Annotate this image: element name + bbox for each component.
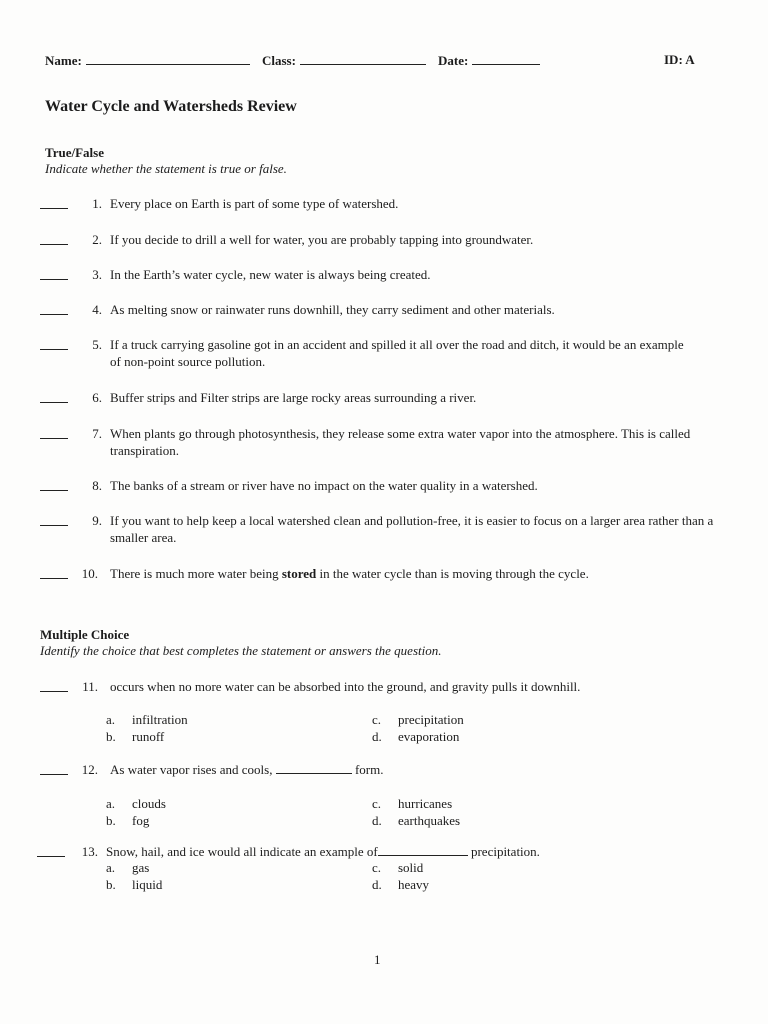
choice-letter: d. <box>372 729 382 744</box>
choice-text: gas <box>132 860 150 875</box>
answer-blank[interactable] <box>40 301 68 315</box>
choice-letter: a. <box>106 796 116 811</box>
question-number: 10. <box>81 566 98 581</box>
date-field <box>438 52 540 69</box>
test-id: ID: A <box>664 52 695 67</box>
choice-b[interactable] <box>106 813 149 829</box>
choice-c[interactable] <box>372 796 452 812</box>
answer-blank[interactable] <box>40 678 68 692</box>
choice-letter: c. <box>372 712 382 727</box>
choice-text: evaporation <box>398 729 460 744</box>
choice-d[interactable] <box>372 813 460 829</box>
question-number: 4. <box>92 302 102 317</box>
question-text: If a truck carrying gasoline got in an accident and spilled it all over the road and ditch, it would be an example of non-point source pollution. <box>110 337 684 369</box>
multiple-choice-heading: Multiple Choice <box>40 627 130 642</box>
answer-blank[interactable] <box>40 512 68 526</box>
choice-text: earthquakes <box>398 813 461 828</box>
question-text: Every place on Earth is part of some type of watershed. <box>110 196 399 211</box>
true-false-instructions: Indicate whether the statement is true or false. <box>45 161 287 176</box>
choice-c[interactable] <box>372 860 423 876</box>
page-title: Water Cycle and Watersheds Review <box>45 98 297 115</box>
question-number: 9. <box>92 513 102 528</box>
question-text: In the Earth’s water cycle, new water is always being created. <box>110 267 431 282</box>
choice-letter: b. <box>106 877 116 892</box>
choice-letter: b. <box>106 729 116 744</box>
choice-text: liquid <box>132 877 163 892</box>
question-text <box>110 761 730 778</box>
question-text: occurs when no more water can be absorbed into the ground, and gravity pulls it downhill. <box>110 679 581 694</box>
choice-a[interactable] <box>106 796 166 812</box>
class-field <box>262 52 426 69</box>
question-text-part: form. <box>354 762 384 777</box>
name-field <box>45 52 250 69</box>
choice-letter: a. <box>106 860 116 875</box>
question-number: 2. <box>92 232 102 247</box>
question-text: If you decide to drill a well for water, you are probably tapping into groundwater. <box>110 232 534 247</box>
question-text-part: There is much more water being <box>110 566 282 581</box>
question-text-part: precipitation. <box>470 844 540 859</box>
choice-text: solid <box>398 860 424 875</box>
choice-d[interactable] <box>372 877 429 893</box>
question-text <box>110 565 730 582</box>
answer-blank[interactable] <box>40 425 68 439</box>
name-label: Name: <box>45 53 82 68</box>
name-blank[interactable] <box>86 52 250 65</box>
question-text <box>106 843 726 860</box>
choice-text: heavy <box>398 877 430 892</box>
fill-in-blank[interactable] <box>378 843 468 856</box>
question-text: If you want to help keep a local watershed clean and pollution-free, it is easier to focus on a larger area rather than a smaller area. <box>110 513 714 545</box>
date-blank[interactable] <box>472 52 540 65</box>
question-text: As melting snow or rainwater runs downhill, they carry sediment and other materials. <box>110 302 555 317</box>
question-number: 7. <box>92 426 102 441</box>
date-label: Date: <box>438 53 469 68</box>
choice-letter: c. <box>372 796 382 811</box>
choice-d[interactable] <box>372 729 459 745</box>
choice-text: runoff <box>132 729 165 744</box>
true-false-heading: True/False <box>45 145 104 160</box>
question-text: The banks of a stream or river have no impact on the water quality in a watershed. <box>110 478 538 493</box>
question-number: 5. <box>92 337 102 352</box>
question-number: 3. <box>92 267 102 282</box>
class-blank[interactable] <box>300 52 426 65</box>
answer-blank[interactable] <box>40 231 68 245</box>
choice-a[interactable] <box>106 712 188 728</box>
question-number: 11. <box>82 679 98 694</box>
choice-text: precipitation <box>398 712 464 727</box>
question-text-part: Snow, hail, and ice would all indicate an example of <box>106 844 378 859</box>
choice-b[interactable] <box>106 729 164 745</box>
choice-b[interactable] <box>106 877 162 893</box>
choice-letter: d. <box>372 813 382 828</box>
answer-blank[interactable] <box>40 761 68 775</box>
question-text: Buffer strips and Filter strips are large rocky areas surrounding a river. <box>110 390 477 405</box>
question-text-part: in the water cycle than is moving through the cycle. <box>316 566 589 581</box>
choice-letter: b. <box>106 813 116 828</box>
question-number: 6. <box>92 390 102 405</box>
class-label: Class: <box>262 53 296 68</box>
answer-blank[interactable] <box>40 389 68 403</box>
fill-in-blank[interactable] <box>276 761 352 774</box>
choice-text: infiltration <box>132 712 188 727</box>
question-number: 12. <box>81 762 98 777</box>
answer-blank[interactable] <box>40 336 68 350</box>
question-number: 13. <box>81 844 98 859</box>
emphasis-word: stored <box>281 566 317 581</box>
choice-text: clouds <box>132 796 166 811</box>
choice-text: hurricanes <box>398 796 453 811</box>
choice-letter: d. <box>372 877 382 892</box>
answer-blank[interactable] <box>40 195 68 209</box>
answer-blank[interactable] <box>40 266 68 280</box>
multiple-choice-instructions: Identify the choice that best completes the statement or answers the question. <box>40 643 442 658</box>
answer-blank[interactable] <box>40 477 68 491</box>
choice-c[interactable] <box>372 712 464 728</box>
page-number: 1 <box>374 952 381 967</box>
question-text-part: As water vapor rises and cools, <box>110 762 273 777</box>
choice-letter: a. <box>106 712 116 727</box>
question-text: When plants go through photosynthesis, they release some extra water vapor into the atmosphere. This is called transpiration. <box>110 426 691 458</box>
answer-blank[interactable] <box>37 843 65 857</box>
choice-a[interactable] <box>106 860 149 876</box>
choice-letter: c. <box>372 860 382 875</box>
question-number: 8. <box>92 478 102 493</box>
answer-blank[interactable] <box>40 565 68 579</box>
question-number: 1. <box>92 196 102 211</box>
choice-text: fog <box>132 813 150 828</box>
